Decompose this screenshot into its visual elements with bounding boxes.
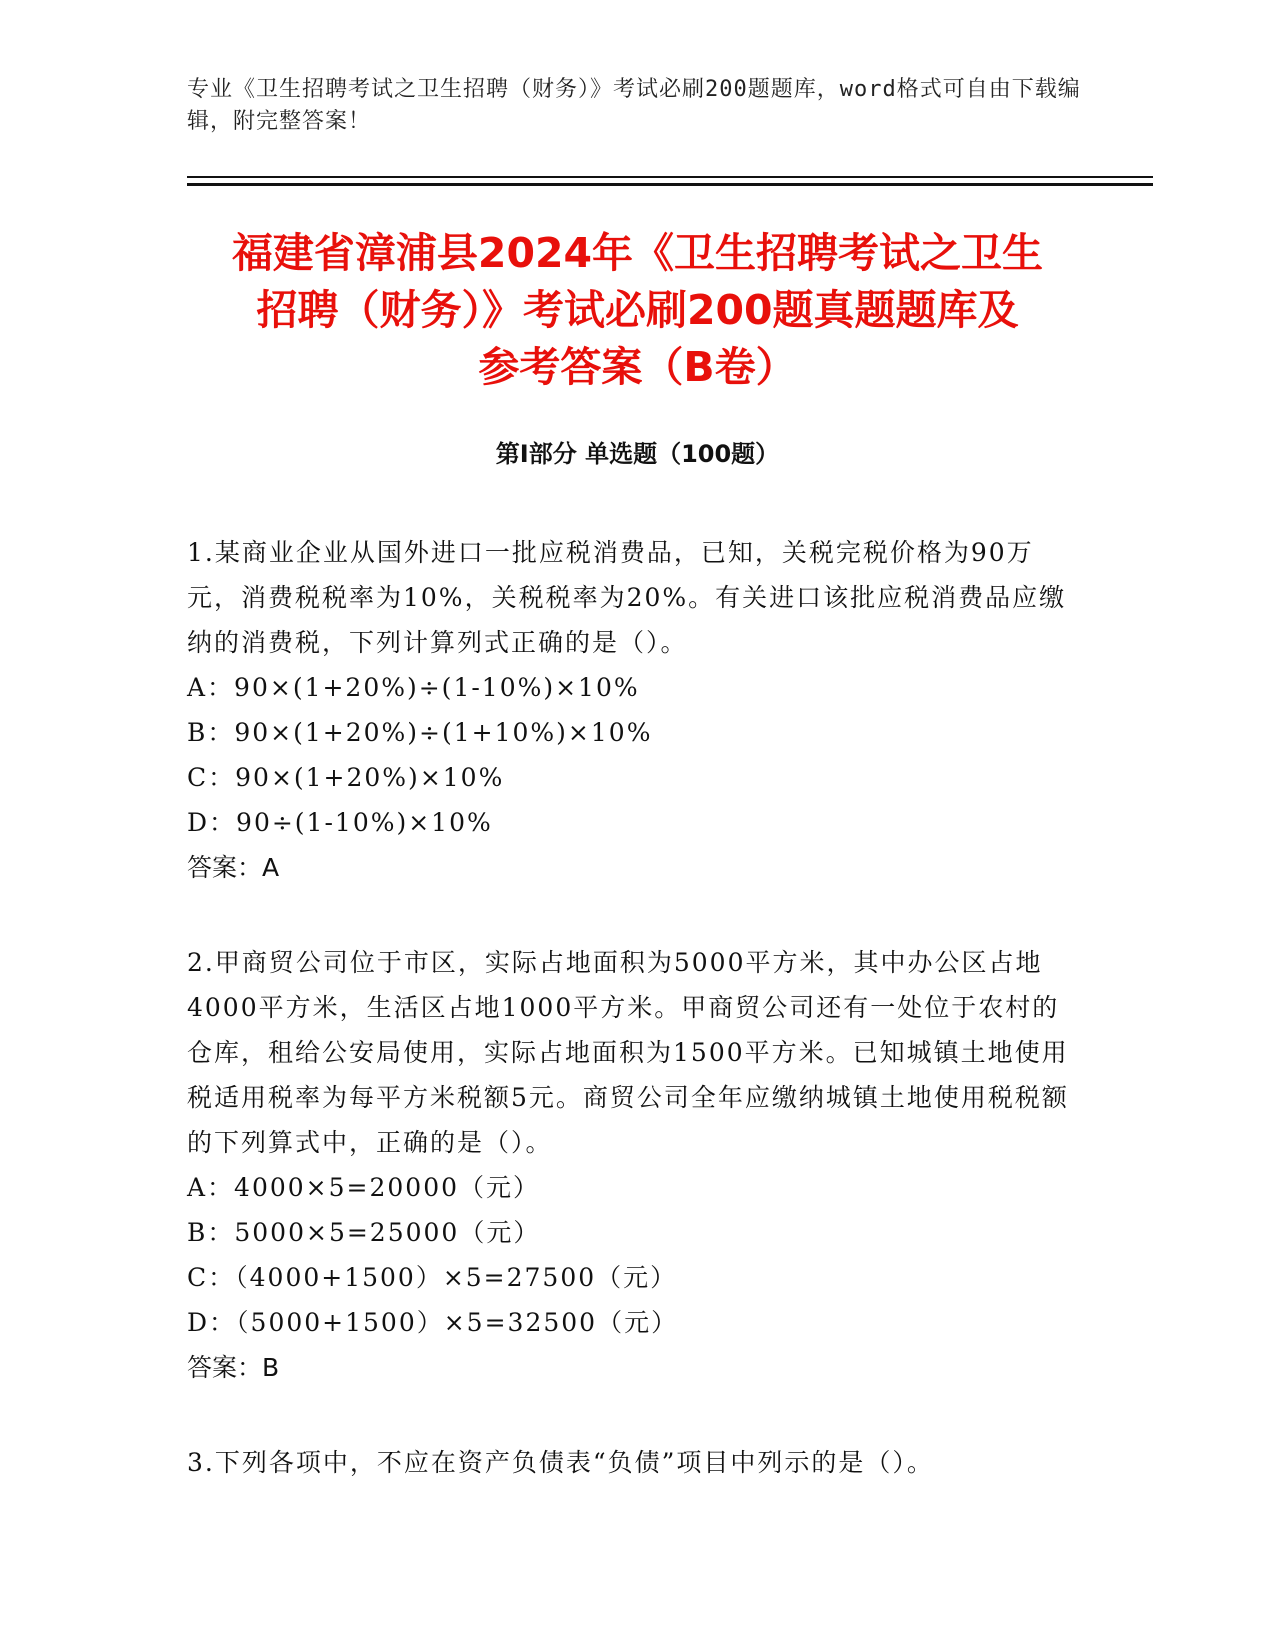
question-3	[187, 1440, 1072, 1485]
document-title	[150, 225, 1125, 396]
question-2	[187, 940, 1072, 1390]
title-line-2: 招聘（财务）》考试必刷200题真题题库及	[256, 286, 1019, 334]
option-a: A：90×(1+20%)÷(1-10%)×10%	[187, 673, 640, 702]
question-1	[187, 530, 1072, 890]
option-d: D：（5000+1500）×5=32500（元）	[187, 1308, 679, 1337]
section-heading: 第Ⅰ部分 单选题（100题）	[495, 440, 780, 468]
question-list	[187, 530, 1072, 1535]
answer: 答案：B	[187, 1353, 280, 1382]
option-b: B：5000×5=25000（元）	[187, 1218, 541, 1247]
header-note: 专业《卫生招聘考试之卫生招聘（财务）》考试必刷200题题库，word格式可自由下载编辑，附完整答案！	[187, 77, 1081, 134]
question-stem: 2.甲商贸公司位于市区，实际占地面积为5000平方米，其中办公区占地4000平方米，生活区占地1000平方米。甲商贸公司还有一处位于农村的仓库，租给公安局使用，实际占地面积为1500平方米。已知城镇土地使用税适用税率为每平方米税额5元。商贸公司全年应缴纳城镇土地使用税税额的下列算式中，正确的是（）。	[187, 948, 1069, 1157]
header-rule-thin	[187, 176, 1153, 178]
option-c: C：（4000+1500）×5=27500（元）	[187, 1263, 678, 1292]
header-rule-thick	[187, 183, 1153, 186]
option-d: D：90÷(1-10%)×10%	[187, 808, 493, 837]
answer: 答案：A	[187, 853, 280, 882]
question-stem: 1.某商业企业从国外进口一批应税消费品，已知，关税完税价格为90万元，消费税税率为10%，关税税率为20%。有关进口该批应税消费品应缴纳的消费税，下列计算列式正确的是（）。	[187, 538, 1067, 657]
title-line-3: 参考答案（B卷）	[478, 343, 797, 391]
question-stem: 3.下列各项中，不应在资产负债表“负债”项目中列示的是（）。	[187, 1448, 934, 1477]
option-b: B：90×(1+20%)÷(1+10%)×10%	[187, 718, 653, 747]
option-a: A：4000×5=20000（元）	[187, 1173, 541, 1202]
option-c: C：90×(1+20%)×10%	[187, 763, 505, 792]
title-line-1: 福建省漳浦县2024年《卫生招聘考试之卫生	[231, 229, 1044, 277]
